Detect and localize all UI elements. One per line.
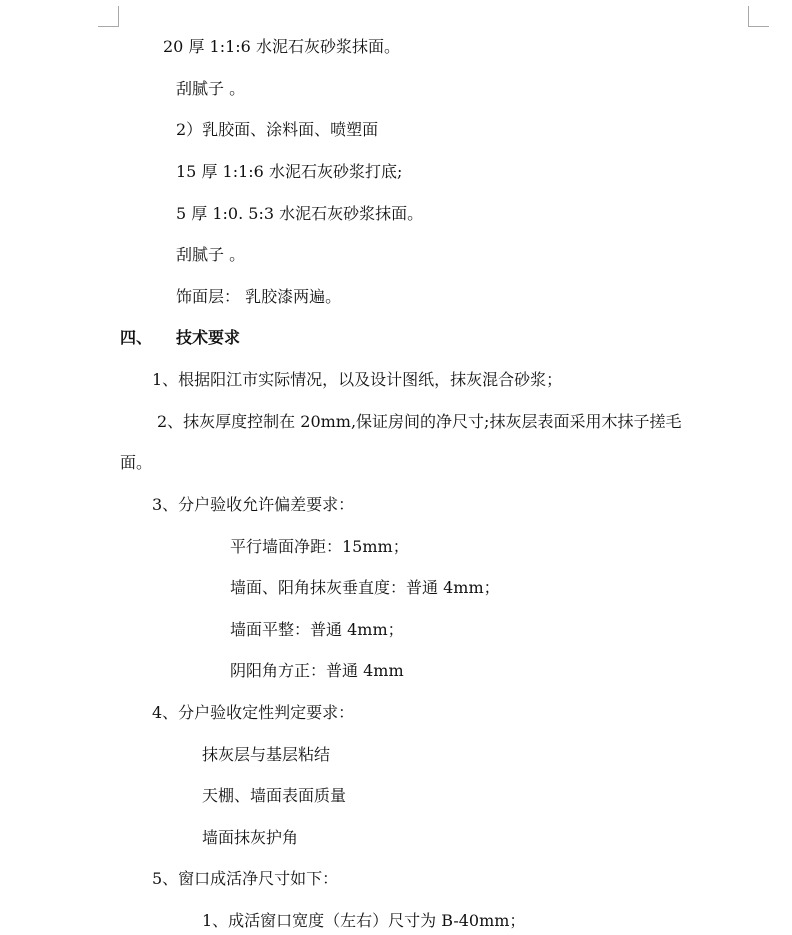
tolerance-item: 墙面、阳角抹灰垂直度：普通 4mm；	[230, 578, 500, 597]
text-line: 刮腻子 。	[176, 245, 246, 264]
requirement-item: 3、分户验收允许偏差要求：	[152, 495, 355, 514]
margin-corner-mark-right	[748, 6, 769, 27]
margin-corner-mark-left	[98, 6, 119, 27]
requirement-item: 1、根据阳江市实际情况，以及设计图纸，抹灰混合砂浆；	[152, 370, 563, 389]
tolerance-item: 平行墙面净距：15mm；	[230, 537, 409, 556]
text-line: 饰面层： 乳胶漆两遍。	[176, 287, 342, 306]
tolerance-item: 墙面平整：普通 4mm；	[230, 620, 404, 639]
text-line: 刮腻子 。	[176, 79, 246, 98]
requirement-item-continuation: 面。	[120, 453, 153, 472]
text-line: 2）乳胶面、涂料面、喷塑面	[176, 120, 379, 139]
text-line: 5 厚 1:0. 5:3 水泥石灰砂浆抹面。	[176, 204, 424, 223]
requirement-item: 2、抹灰厚度控制在 20mm,保证房间的净尺寸;抹灰层表面采用木抹子搓毛	[157, 412, 682, 431]
section-title: 技术要求	[176, 328, 241, 347]
tolerance-item: 阴阳角方正：普通 4mm	[230, 661, 404, 680]
requirement-item: 5、窗口成活净尺寸如下：	[152, 869, 339, 888]
qualitative-item: 抹灰层与基层粘结	[202, 745, 331, 764]
section-number: 四、	[120, 328, 153, 347]
section-heading	[120, 328, 240, 348]
requirement-item: 4、分户验收定性判定要求：	[152, 703, 355, 722]
qualitative-item: 墙面抹灰护角	[202, 828, 299, 847]
text-line: 15 厚 1:1:6 水泥石灰砂浆打底;	[176, 162, 403, 181]
qualitative-item: 天棚、墙面表面质量	[202, 786, 347, 805]
text-line: 20 厚 1:1:6 水泥石灰砂浆抹面。	[163, 37, 400, 56]
window-size-item: 1、成活窗口宽度（左右）尺寸为 B-40mm；	[202, 911, 526, 930]
